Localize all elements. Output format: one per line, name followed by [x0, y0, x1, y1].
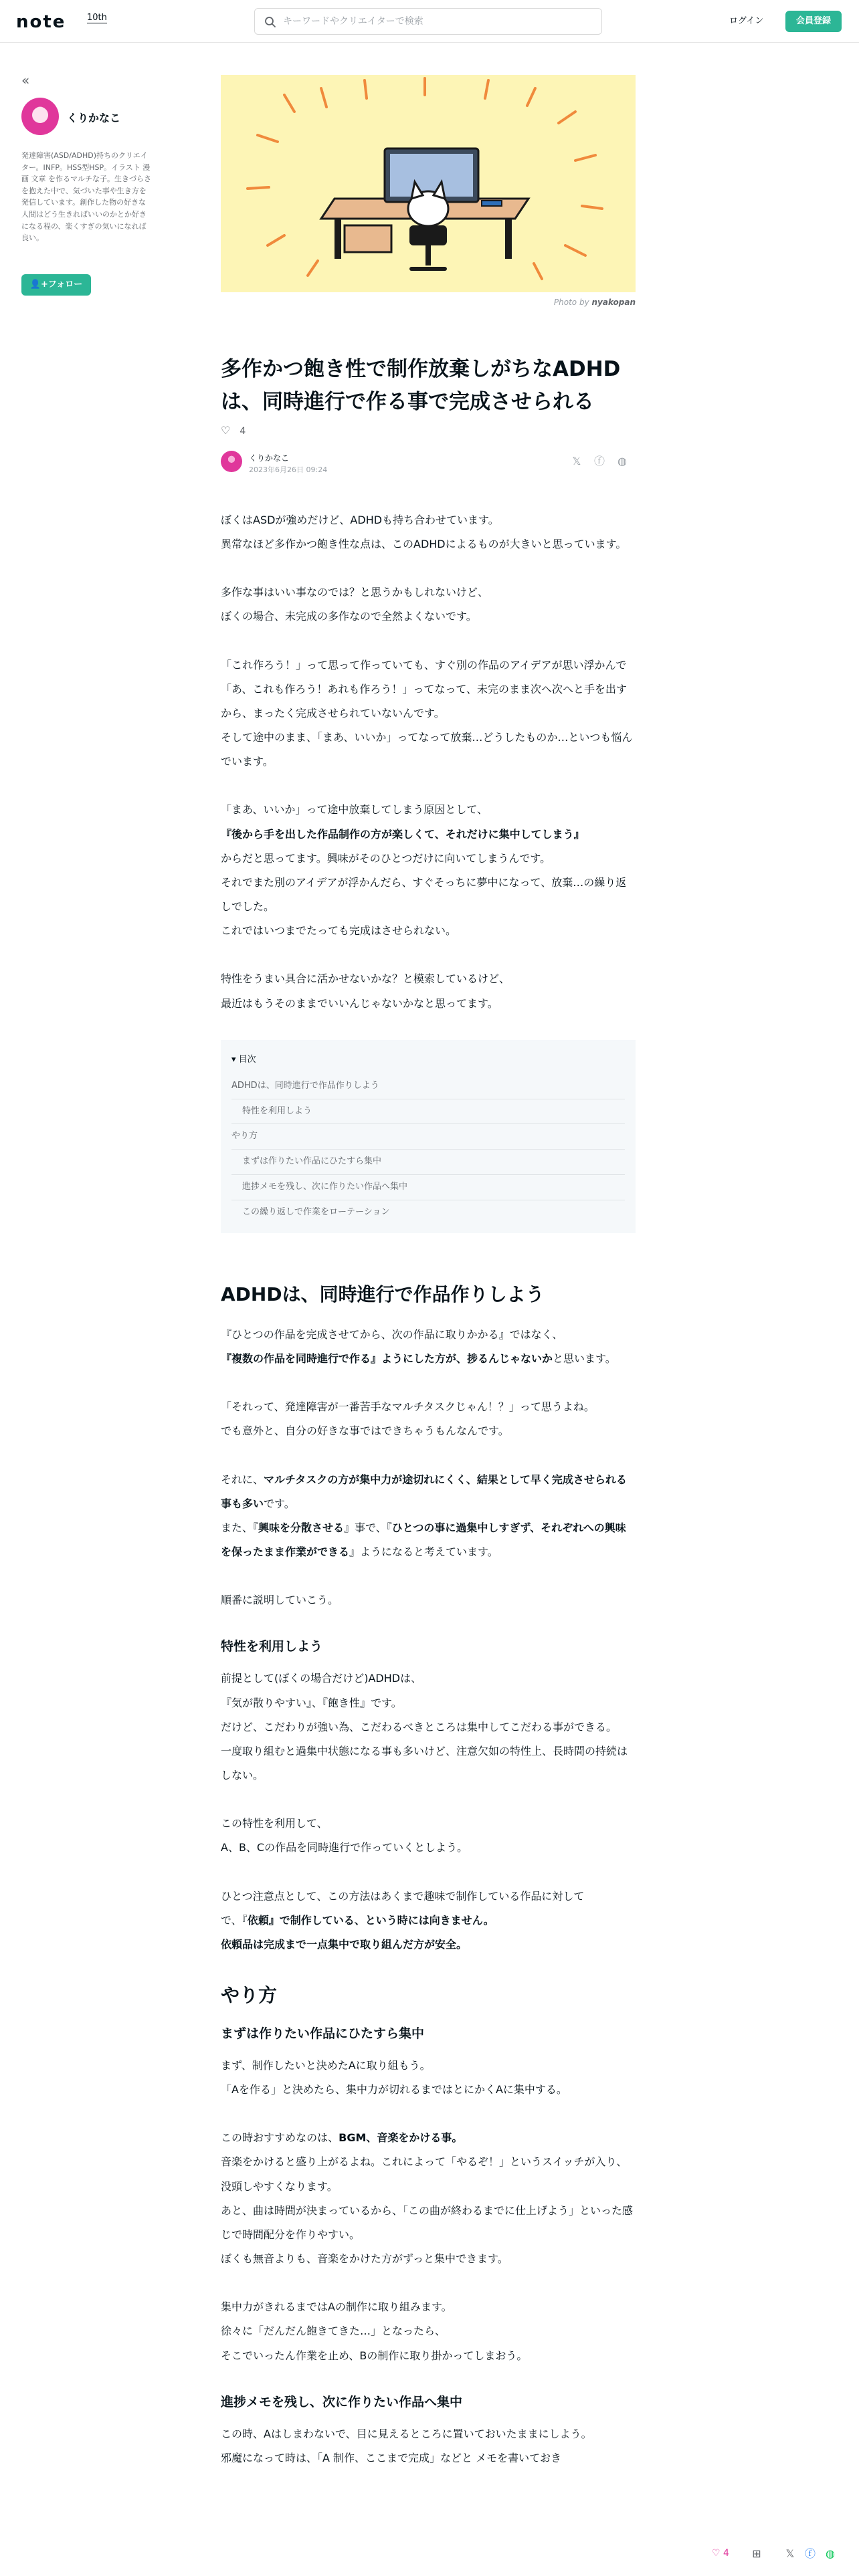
- x-share-icon[interactable]: 𝕏: [785, 2547, 795, 2560]
- text-line: 徐々に「だんだん飽きてきた…」となったら、: [221, 2325, 446, 2338]
- text-fragment: それに、: [221, 1473, 264, 1486]
- article-body: [221, 508, 636, 2494]
- text-line: 邪魔になって時は、「A 制作、ここまで完成」などと メモを書いておき: [221, 2451, 562, 2464]
- collapse-sidebar-icon[interactable]: «: [21, 72, 30, 88]
- text-line: 最近はもうそのままでいいんじゃないかなと思ってます。: [221, 996, 498, 1010]
- section-heading: やり方: [221, 1983, 278, 2006]
- text-line: そこでいったん作業を止め、Bの制作に取り掛かってしまおう。: [221, 2349, 528, 2362]
- text-line: そして途中のまま、「まあ、いいか」ってなって放棄…どうしたものか…といつも悩んでいます。: [221, 731, 633, 768]
- text-fragment: また、『: [221, 1521, 259, 1534]
- text-fragment: 』事で、『: [344, 1521, 392, 1534]
- hero-illustration: [221, 75, 636, 292]
- section-heading: ADHDは、同時進行で作品作りしよう: [221, 1283, 545, 1305]
- text-line: 順番に説明していこう。: [221, 1594, 339, 1607]
- heart-icon[interactable]: ♡: [712, 2548, 724, 2559]
- text-line: 音楽をかけると盛り上がるよね。これによって「やるぞ！」というスイッチが入り、没頭しやすくなります。: [221, 2155, 628, 2193]
- text-line: ぼくはASDが強めだけど、ADHDも持ち合わせています。: [221, 514, 499, 526]
- facebook-share-icon[interactable]: ⓕ: [593, 455, 605, 467]
- text-fragment: です。: [264, 1497, 295, 1510]
- bold-text: 『複数の作品を同時進行で作る』ようにした方が、捗るんじゃないか: [221, 1352, 553, 1366]
- x-share-icon[interactable]: 𝕏: [572, 455, 581, 467]
- bold-text: マルチタスクの方が集中力が途切れにくく、結果として早く完成させられる事も多い: [221, 1473, 627, 1510]
- author-avatar[interactable]: [221, 451, 242, 472]
- text-line: 「これ作ろう！」って思って作っていても、すぐ別の作品のアイデアが思い浮かんで「あ、これも作ろう！あれも作ろう！」ってなって、未完のまま次へ次へと手を出すから、まったく完成させられていないんです。: [221, 658, 628, 720]
- text-line: 「Aを作る」と決めたら、集中力が切れるまではとにかくAに集中する。: [221, 2083, 567, 2097]
- text-line: 異常なほど多作かつ飽き性な点は、このADHDによるものが大きいと思っています。: [221, 538, 627, 551]
- like-count: 4: [240, 426, 246, 437]
- paragraph-5: [221, 967, 636, 1015]
- search-input[interactable]: [283, 9, 597, 34]
- text-line: でも意外と、自分の好きな事ではできちゃうもんなんです。: [221, 1424, 509, 1438]
- toc-item[interactable]: まずは作りたい作品にひたすら集中: [231, 1150, 625, 1175]
- toc-item[interactable]: やり方: [231, 1124, 625, 1150]
- follow-label: フォロー: [47, 280, 83, 290]
- text-fragment: と思います。: [553, 1352, 616, 1366]
- signup-button[interactable]: 会員登録: [785, 11, 842, 32]
- floating-like-count: 4: [723, 2548, 729, 2559]
- toc-item[interactable]: 特性を利用しよう: [231, 1099, 625, 1125]
- text-line: 「それって、発達障害が一番苦手なマルチタスクじゃん！？」って思うよね。: [221, 1400, 595, 1414]
- photo-credit: [221, 298, 636, 307]
- paragraph-3: [221, 653, 636, 774]
- paragraph: [221, 1395, 636, 1443]
- text-line: この時、Aはしまわないで、目に見えるところに置いておいたままにしよう。: [221, 2427, 592, 2440]
- text-fragment: 』ようになると考えています。: [349, 1545, 498, 1559]
- article-title: 多作かつ飽き性で制作放棄しがちなADHDは、同時進行で作る事で完成させられる: [221, 357, 621, 414]
- text-line: 一度取り組むと過集中状態になる事も多いけど、注意欠如の特性上、長時間の持続はしない。: [221, 1744, 628, 1782]
- creator-name[interactable]: くりかなこ: [67, 112, 121, 124]
- text-line: 多作な事はいい事なのでは？と思うかもしれないけど、: [221, 586, 489, 599]
- like-row[interactable]: [221, 424, 246, 437]
- facebook-share-icon[interactable]: ⓕ: [804, 2547, 816, 2560]
- text-line: 「まあ、いいか」って途中放棄してしまう原因として、: [221, 803, 488, 817]
- paragraph: [221, 1468, 636, 1565]
- text-line: これではいつまでたっても完成はさせられない。: [221, 924, 457, 938]
- text-line: それでまた別のアイデアが浮かんだら、すぐそっちに夢中になって、放棄…の繰り返しでした。: [221, 875, 627, 914]
- creator-bio: 発達障害(ASD/ADHD)持ちのクリエイター。INFP。HSS型HSP。イラスト 漫画 文章 を作るマルチな子。生きづらさを抱えた中で、気づいた事や生き方を発信しています。創作した物の好きな人間はどう生きればいいのかとか好きになる程の、楽くすぎの気いになれば良い。: [21, 151, 151, 243]
- bold-text: 興味を分散させる: [258, 1521, 345, 1534]
- text-fragment: この時おすすめなのは、: [221, 2131, 339, 2145]
- photo-credit-name[interactable]: nyakopan: [591, 298, 636, 307]
- text-line: ぼくの場合、未完成の多作なので全然よくないです。: [221, 610, 477, 623]
- top-header: [0, 0, 859, 43]
- subsection-heading: 特性を利用しよう: [221, 1639, 323, 1654]
- table-of-contents: [221, 1040, 636, 1233]
- toc-item[interactable]: 進捗メモを残し、次に作りたい作品へ集中: [231, 1175, 625, 1200]
- search-icon: [264, 16, 276, 28]
- paragraph: [221, 2422, 636, 2470]
- note-logo[interactable]: note: [16, 12, 66, 32]
- bold-text: ひとつの事に過集中しすぎず、それぞれへの興味を保ったまま作業ができる: [221, 1521, 626, 1559]
- magazine-add-icon[interactable]: ⊞: [752, 2547, 761, 2560]
- add-user-icon: 👤+: [29, 280, 48, 290]
- creator-avatar[interactable]: [21, 98, 59, 135]
- text-line: からだと思ってます。興味がそのひとつだけに向いてしまうんです。: [221, 851, 551, 865]
- text-line: だけど、こだわりが強い為、こだわるべきところは集中してこだわる事ができる。: [221, 1720, 617, 1733]
- subsection-heading: まずは作りたい作品にひたすら集中: [221, 2026, 425, 2041]
- bold-text: 依頼品は完成まで一点集中で取り組んだ方が安全。: [221, 1937, 468, 1951]
- text-line: 前提として(ぼくの場合だけど)ADHDは、: [221, 1672, 422, 1685]
- login-link[interactable]: ログイン: [729, 16, 764, 26]
- text-line: この特性を利用して、: [221, 1817, 328, 1830]
- paragraph-1: [221, 508, 636, 556]
- paragraph-4: [221, 798, 636, 943]
- text-line: 特性をうまい具合に活かせないかな？と模索しているけど、: [221, 972, 510, 986]
- paragraph: [221, 1667, 636, 1788]
- text-line: 『ひとつの作品を完成させてから、次の作品に取りかかる』ではなく、: [221, 1328, 563, 1341]
- caret-down-icon: ▾: [231, 1054, 239, 1065]
- text-line: あと、曲は時間が決まっているから、「この曲が終わるまでに仕上げよう」といった感じで時間配分を作りやすい。: [221, 2204, 634, 2241]
- bold-text: 依頼: [247, 1913, 269, 1927]
- anniversary-badge: 10th: [87, 13, 107, 23]
- paragraph: [221, 1885, 636, 1957]
- photo-credit-prefix: Photo by: [553, 298, 592, 307]
- paragraph: [221, 2295, 636, 2367]
- subsection-heading: 進捗メモを残し、次に作りたい作品へ集中: [221, 2394, 463, 2409]
- text-line: 集中力がきれるまではAの制作に取り組みます。: [221, 2300, 452, 2314]
- text-line: ひとつ注意点として、この方法はあくまで趣味で制作している作品に対して: [221, 1889, 585, 1903]
- bold-text: BGM、音楽をかける事。: [339, 2131, 463, 2145]
- bold-text: 』で制作している、という時には向きません。: [268, 1913, 494, 1927]
- toc-item[interactable]: この繰り返しで作業をローテーション: [242, 1207, 390, 1218]
- bold-text: 『後から手を出した作品制作の方が楽しくて、それだけに集中してしまう』: [221, 827, 585, 841]
- follow-button[interactable]: [21, 274, 91, 296]
- text-line: A、B、Cの作品を同時進行で作っていくとしよう。: [221, 1841, 468, 1854]
- text-line: 『気が散りやすい』、『飽き性』です。: [221, 1696, 402, 1709]
- paragraph: [221, 2054, 636, 2102]
- heart-icon[interactable]: ♡: [221, 424, 231, 437]
- paragraph: [221, 2126, 636, 2271]
- floating-like[interactable]: [712, 2548, 729, 2559]
- line-share-icon[interactable]: ◍: [617, 455, 627, 467]
- line-share-icon[interactable]: ◍: [826, 2547, 835, 2560]
- paragraph-2: [221, 580, 636, 629]
- hero-image: [221, 75, 636, 292]
- paragraph: [221, 1323, 636, 1371]
- text-line: まず、制作したいと決めたAに取り組もう。: [221, 2058, 431, 2072]
- post-date: 2023年6月26日 09:24: [249, 465, 328, 474]
- toc-item[interactable]: ADHDは、同時進行で作品作りしよう: [231, 1074, 625, 1099]
- toc-heading-label: 目次: [238, 1054, 256, 1065]
- search-box[interactable]: [254, 8, 602, 35]
- text-fragment: で、『: [221, 1913, 248, 1927]
- paragraph: [221, 1812, 636, 1860]
- toc-heading[interactable]: [231, 1052, 625, 1065]
- author-name[interactable]: くりかなこ: [249, 453, 290, 463]
- text-line: ぼくも無音よりも、音楽をかけた方がずっと集中できます。: [221, 2252, 508, 2266]
- paragraph: [221, 1588, 636, 1612]
